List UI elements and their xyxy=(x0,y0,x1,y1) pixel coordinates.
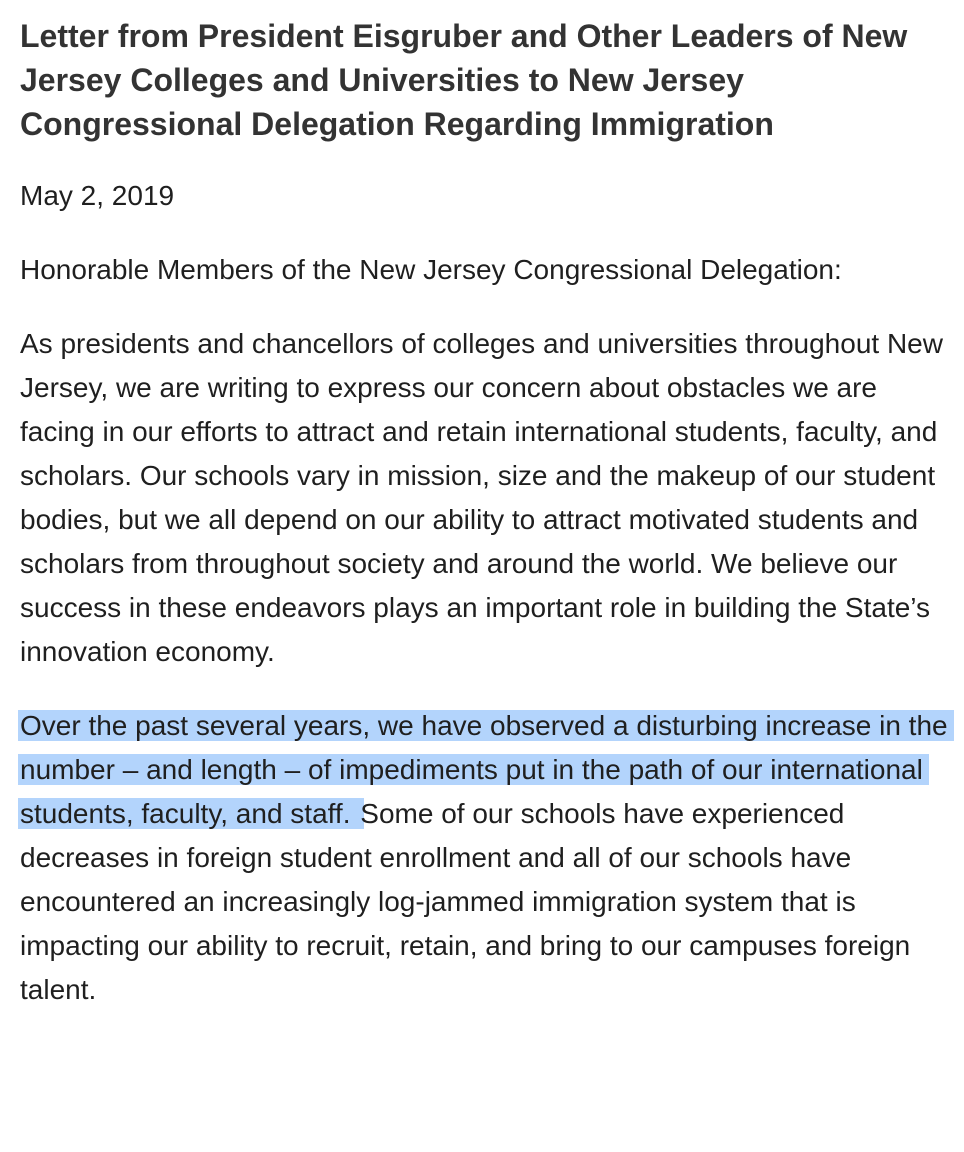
letter-title: Letter from President Eisgruber and Other Leaders of New Jersey Colleges and Universities to New Jersey Congressional Delegation Regarding Immigration xyxy=(20,18,908,142)
paragraph-2-remainder: Some of our schools have experienced decreases in foreign student enrollment and all of our schools have encountered an increasingly log-jammed immigration system that is impacting our ability to recruit, retain, and bring to our campuses foreign talent. xyxy=(20,798,911,1005)
selected-text-highlight[interactable]: Over the past several years, we have observed a disturbing increase in the number – and length – of impediments put in the path of our international students, faculty, and staff. xyxy=(20,710,948,829)
letter-salutation: Honorable Members of the New Jersey Congressional Delegation: xyxy=(20,254,842,285)
letter-paragraph-1: As presidents and chancellors of colleges and universities throughout New Jersey, we are writing to express our concern about obstacles we are facing in our efforts to attract and retain international students, faculty, and scholars. Our schools vary in mission, size and the makeup of our student bodies, but we all depend on our ability to attract motivated students and scholars from throughout society and around the world. We believe our success in these endeavors plays an important role in building the State’s innovation economy. xyxy=(20,328,943,667)
letter-paragraph-2[interactable] xyxy=(20,704,955,1012)
letter-date: May 2, 2019 xyxy=(20,180,175,211)
